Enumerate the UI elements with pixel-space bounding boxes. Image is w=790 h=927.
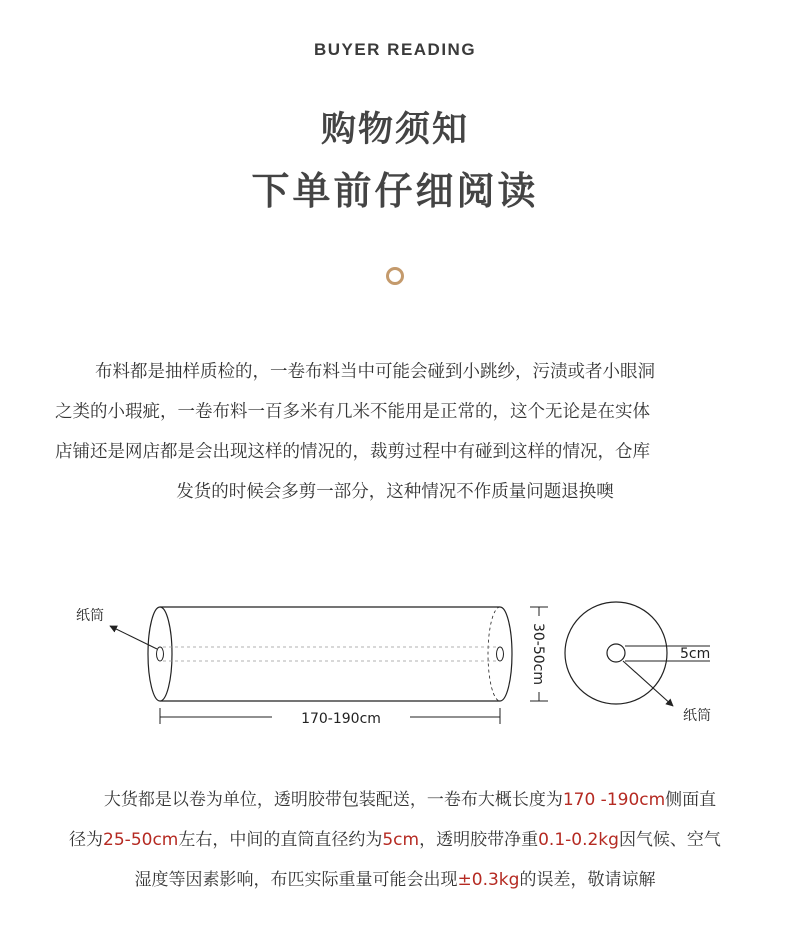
core-highlight: 5cm: [382, 830, 420, 850]
section-eyebrow: BUYER READING: [313, 40, 477, 59]
quality-notice-line: 店铺还是网店都是会出现这样的情况的，裁剪过程中有碰到这样的情况，仓库: [55, 442, 650, 462]
shipping-notice-line: [55, 860, 735, 900]
page-title: 购物须知: [320, 110, 469, 150]
text: 湿度等因素影响，布匹实际重量可能会出现: [134, 870, 458, 890]
shipping-notice: [55, 780, 735, 900]
text: 因气候、空气: [618, 830, 721, 850]
quality-notice-line: 布料都是抽样质检的，一卷布料当中可能会碰到小跳纱，污渍或者小眼洞: [95, 362, 655, 382]
shipping-notice-line: [55, 820, 735, 860]
text: 径为: [69, 830, 104, 850]
text: 侧面直: [665, 790, 717, 810]
text: 大货都是以卷为单位，透明胶带包装配送，一卷布大概长度为: [103, 790, 563, 810]
paper-tube-label-left: 纸筒: [76, 608, 104, 624]
shipping-notice-line: [55, 780, 735, 820]
paper-tube-label-right: 纸筒: [683, 708, 711, 724]
tape-weight-highlight: 0.1-0.2kg: [538, 830, 619, 850]
diameter-label: 30-50cm: [530, 622, 546, 686]
core-diameter-label: 5cm: [680, 646, 711, 662]
quality-notice-line: 发货的时候会多剪一部分，这种情况不作质量问题退换噢: [176, 482, 614, 502]
length-label: 170-190cm: [301, 711, 381, 727]
diameter-highlight: 25-50cm: [103, 830, 179, 850]
fabric-roll-side-view: [148, 607, 512, 701]
quality-notice: [55, 352, 735, 512]
text: ，透明胶带净重: [419, 830, 539, 850]
decorative-ring-icon: [386, 267, 404, 285]
quality-notice-line: 之类的小瑕疵，一卷布料一百多米有几米不能用是正常的，这个无论是在实体: [55, 402, 650, 422]
page-subtitle: 下单前仔细阅读: [251, 169, 539, 213]
text: 的误差，敬请谅解: [519, 870, 656, 890]
fabric-roll-diagram: [60, 590, 740, 740]
weight-tolerance-highlight: ±0.3kg: [457, 870, 520, 890]
length-highlight: 170 -190cm: [562, 790, 666, 810]
text: 左右，中间的直筒直径约为: [178, 830, 383, 850]
